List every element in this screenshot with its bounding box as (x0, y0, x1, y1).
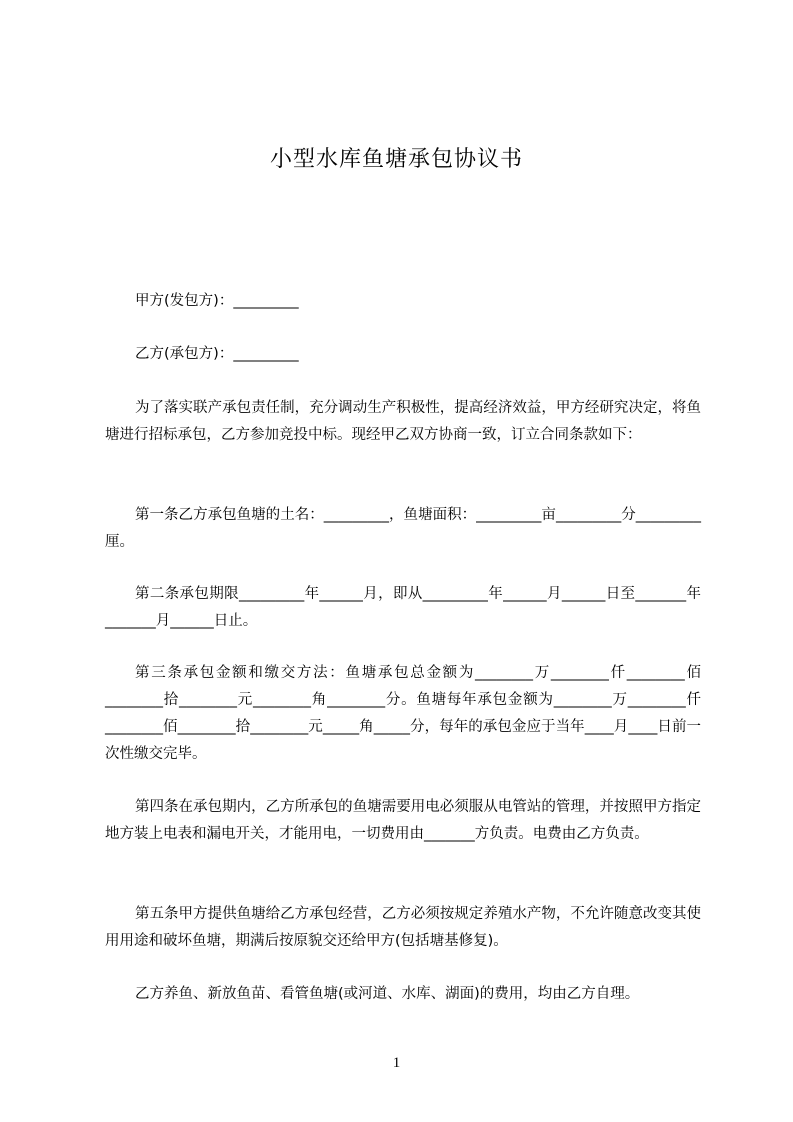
party-b-line: 乙方(承包方)：_________ (135, 346, 299, 362)
costs-note: 乙方养鱼、新放鱼苗、看管鱼塘(或河道、水库、湖面)的费用，均由乙方自理。 (135, 986, 640, 1002)
article-3: 第三条承包金额和缴交方法：鱼塘承包总金额为________万________仟________佰________拾________元________角________分。鱼塘每年承包金额为________万________仟________佰________拾________元_____角_____分，每年的承包金应于当年____月____日前一次性缴交完毕。 (105, 665, 701, 762)
intro-paragraph: 为了落实联产承包责任制，充分调动生产积极性，提高经济效益，甲方经研究决定，将鱼塘进行招标承包，乙方参加竞投中标。现经甲乙双方协商一致，订立合同条款如下： (105, 400, 701, 443)
article-5: 第五条甲方提供鱼塘给乙方承包经营，乙方必须按规定养殖水产物，不允许随意改变其使用用途和破坏鱼塘，期满后按原貌交还给甲方(包括塘基修复)。 (105, 906, 701, 949)
page-number: 1 (392, 1055, 401, 1071)
article-2: 第二条承包期限_________年______月，即从_________年______月______日至_______年_______月______日止。 (105, 586, 701, 629)
article-4: 第四条在承包期内，乙方所承包的鱼塘需要用电必须服从电管站的管理，并按照甲方指定地方装上电表和漏电开关，才能用电，一切费用由_______方负责。电费由乙方负责。 (105, 799, 701, 842)
party-a-line: 甲方(发包方)：_________ (135, 293, 299, 309)
article-1: 第一条乙方承包鱼塘的土名：_________，鱼塘面积：_________亩_________分_________厘。 (105, 507, 701, 550)
document-title: 小型水库鱼塘承包协议书 (269, 147, 523, 172)
